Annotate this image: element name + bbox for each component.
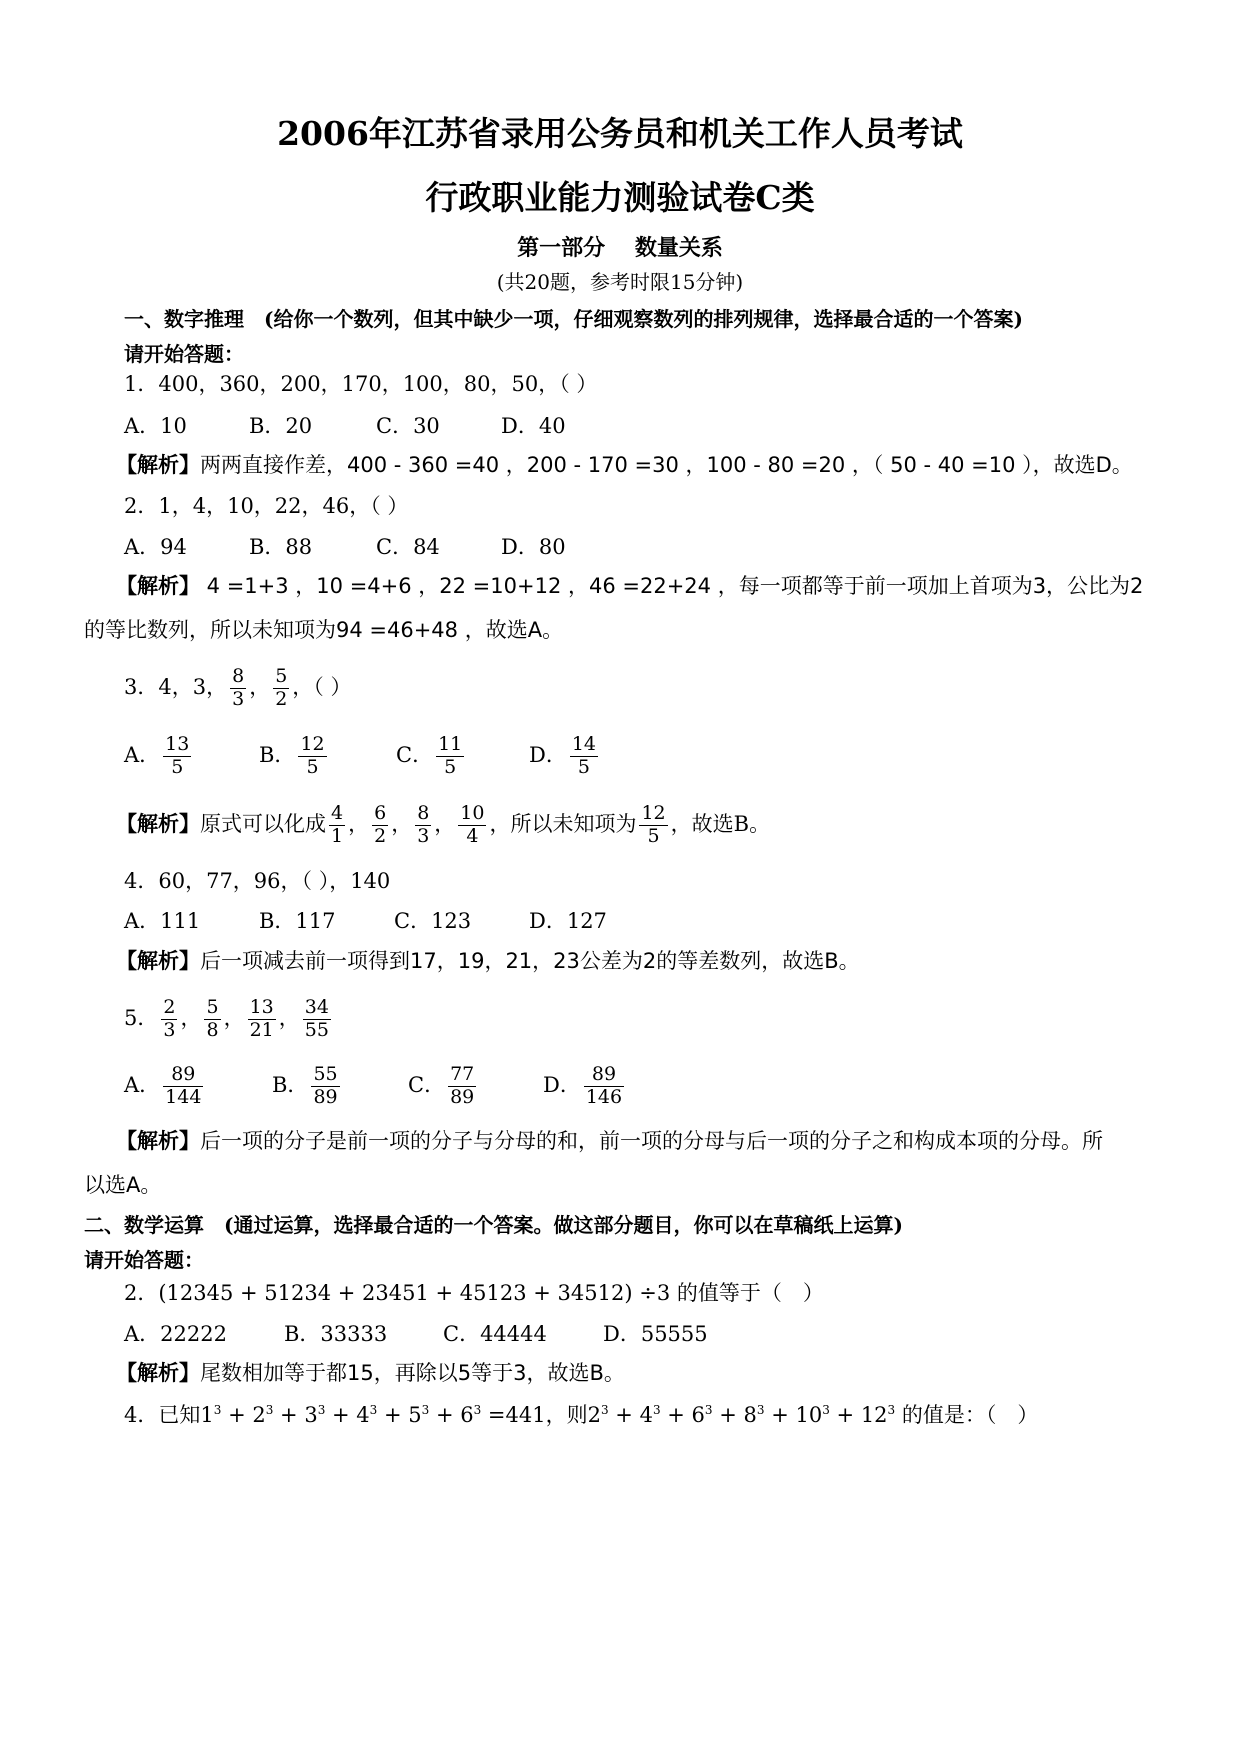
- analysis-text: 尾数相加等于都15，再除以5等于3，故选B。: [200, 1361, 625, 1385]
- power-term: $5^3$: [408, 1403, 430, 1427]
- option-d: D．40: [501, 414, 566, 438]
- known-expression: $1^3 + 2^3 + 3^3 + 4^3 + 5^3 + 6^3$: [200, 1403, 482, 1427]
- stem-prefix: 3．4，3，: [124, 674, 228, 699]
- option-c: C． $\frac{11}{5}$: [396, 733, 463, 778]
- option-d: D．55555: [603, 1322, 708, 1346]
- option-c: C． $\frac{77}{89}$: [408, 1063, 475, 1108]
- option-a: A．111: [124, 909, 201, 933]
- power-term: $6^3$: [460, 1403, 482, 1427]
- power-term: $8^3$: [743, 1403, 765, 1427]
- analysis-text: 后一项减去前一项得到17，19，21，23公差为2的等差数列，故选B。: [200, 949, 860, 973]
- question-4-analysis: [116, 951, 860, 972]
- question-1-stem: 1．400，360，200，170，100，80，50，（ ）: [124, 372, 598, 396]
- part-note: (共20题，参考时限15分钟): [496, 270, 744, 294]
- stem-suffix: ，（ ）: [292, 674, 352, 699]
- question-5-analysis-line-1: [116, 1131, 1103, 1152]
- option-b: B．88: [249, 535, 313, 559]
- option-a: A．22222: [124, 1322, 227, 1346]
- option-a: A． $\frac{89}{144}$: [124, 1063, 202, 1108]
- analysis-label: 【解析】: [116, 1361, 200, 1385]
- title-line-2: 行政职业能力测验试卷C类: [425, 178, 815, 217]
- analysis-label: 【解析】: [116, 1129, 200, 1153]
- option-c: C．123: [394, 909, 472, 933]
- fraction: $\frac{8}{3}$: [232, 665, 245, 710]
- question-2-analysis-line-2: 的等比数列，所以未知项为94 =46+48 ，故选A。: [84, 618, 564, 642]
- power-term: $6^3$: [691, 1403, 713, 1427]
- section1-start: 请开始答题：: [124, 342, 244, 366]
- power-term: $4^3$: [639, 1403, 661, 1427]
- question-4-stem: 4．60，77，96，（ ），140: [124, 869, 391, 893]
- power-term: $2^3$: [252, 1403, 274, 1427]
- fraction: $\frac{5}{2}$: [275, 665, 288, 710]
- option-b: B． $\frac{55}{89}$: [272, 1063, 338, 1108]
- title-line-1: 2006年江苏省录用公务员和机关工作人员考试: [277, 114, 963, 153]
- question-1-analysis: [116, 455, 1133, 476]
- option-b: B．33333: [284, 1322, 388, 1346]
- analysis-label: 【解析】: [116, 574, 200, 598]
- power-term: $4^3$: [356, 1403, 378, 1427]
- analysis-text: 4 =1+3 ，10 =4+6 ，22 =10+12 ，46 =22+24 ，每一项都等于前一项加上首项为3，公比为2: [200, 574, 1144, 598]
- option-c: C．84: [376, 535, 440, 559]
- section1-heading: 一、数字推理 (给你一个数列，但其中缺少一项，仔细观察数列的排列规律，选择最合适的一个答案): [124, 307, 1023, 331]
- asked-expression: $2^3 + 4^3 + 6^3 + 8^3 + 10^3 + 12^3$: [587, 1403, 896, 1427]
- analysis-label: 【解析】: [116, 811, 200, 836]
- analysis-label: 【解析】: [116, 949, 200, 973]
- option-c: C．30: [376, 414, 440, 438]
- analysis-text: 原式可以化成: [200, 811, 326, 836]
- option-b: B．117: [259, 909, 336, 933]
- question-3-stem: 3．4，3， $\frac{8}{3}$ ， $\frac{5}{2}$ ，（ ）: [124, 665, 352, 710]
- analysis-text: 两两直接作差，400 - 360 =40 ，200 - 170 =30 ，100 - 80 =20 ，（ 50 - 40 =10 ），故选D。: [200, 453, 1133, 477]
- question-5-stem: 5． $\frac{2}{3}$ ， $\frac{5}{8}$ ， $\frac{13}{21}$ ， $\frac{34}{55}$: [124, 996, 329, 1041]
- option-d: D． $\frac{14}{5}$: [529, 733, 597, 778]
- option-b: B．20: [249, 414, 313, 438]
- power-term: $2^3$: [587, 1403, 609, 1427]
- option-a: A．94: [124, 535, 187, 559]
- option-a: A． $\frac{13}{5}$: [124, 733, 190, 778]
- option-d: D． $\frac{89}{146}$: [543, 1063, 623, 1108]
- power-term: $10^3$: [795, 1403, 830, 1427]
- option-c: C．44444: [443, 1322, 547, 1346]
- section2-heading: 二、数学运算 (通过运算，选择最合适的一个答案。做这部分题目，你可以在草稿纸上运算): [84, 1213, 903, 1237]
- question-5-analysis-line-2: 以选A。: [84, 1173, 162, 1197]
- power-term: $1^3$: [200, 1403, 222, 1427]
- part-title: 第一部分 数量关系: [517, 235, 723, 261]
- option-b: B． $\frac{12}{5}$: [259, 733, 325, 778]
- question-6-analysis: [116, 1363, 625, 1384]
- option-d: D．80: [501, 535, 566, 559]
- power-term: $3^3$: [304, 1403, 326, 1427]
- question-3-analysis: 【解析】原式可以化成 $\frac{4}{1}$ ， $\frac{6}{2}$ ， $\frac{8}{3}$ ， $\frac{10}{4}$ ，所以未知项为 $\frac{12}{5}$ ，故选B。: [116, 802, 771, 847]
- question-6-stem: 2．(12345 + 51234 + 23451 + 45123 + 34512) ÷3 的值等于（ ）: [124, 1281, 824, 1305]
- option-d: D．127: [529, 909, 607, 933]
- power-term: $12^3$: [860, 1403, 896, 1427]
- section2-start: 请开始答题：: [84, 1248, 204, 1272]
- option-a: A．10: [124, 414, 187, 438]
- question-7-stem: 4．已知$1^3 + 2^3 + 3^3 + 4^3 + 5^3 + 6^3 =441$，则$2^3 + 4^3 + 6^3 + 8^3 + 10^3 + 12^3$ 的值是：（ ）: [124, 1403, 1039, 1427]
- analysis-text: 后一项的分子是前一项的分子与分母的和，前一项的分母与后一项的分子之和构成本项的分母。所: [200, 1129, 1103, 1153]
- question-2-stem: 2．1，4，10，22，46，（ ）: [124, 494, 409, 518]
- question-2-analysis-line-1: [116, 576, 1143, 597]
- analysis-label: 【解析】: [116, 453, 200, 477]
